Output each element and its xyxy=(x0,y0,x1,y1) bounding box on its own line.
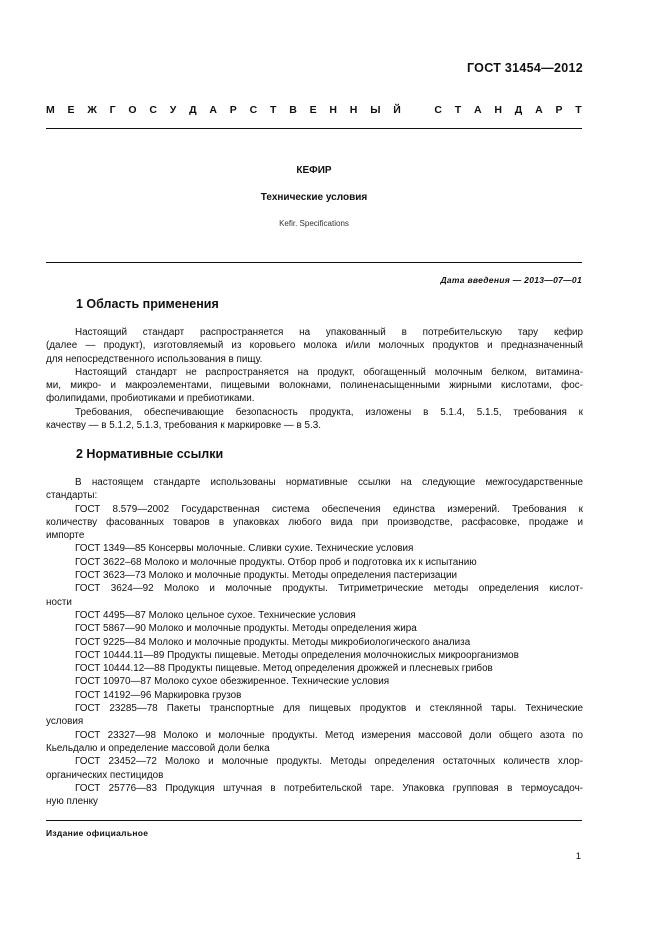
banner-letter: Е xyxy=(309,104,317,116)
text-line: фолипидами, пробиотиками и пребиотиками. xyxy=(46,393,255,405)
banner-letter: Е xyxy=(67,104,75,116)
text-line: для непосредственного использования в пищу. xyxy=(46,353,263,365)
banner-letter: Т xyxy=(454,104,462,116)
banner-letter: М xyxy=(46,104,55,116)
text-line: Настоящий стандарт не распространяется на продукт, обогащенный молочным белком, витамина- xyxy=(75,366,583,378)
text-line: (далее — продукт), изготовляемый из коровьего молока и/или молочных продуктов и предназначенный xyxy=(46,340,583,352)
banner-letter xyxy=(414,104,422,116)
text-line: стандарты: xyxy=(46,490,98,502)
section-1-body xyxy=(46,326,583,432)
interstate-standard-banner xyxy=(46,104,582,116)
text-line: Настоящий стандарт распространяется на упакованный в потребительскую тару кефир xyxy=(75,327,583,338)
reference-item: ГОСТ 14192—96 Маркировка грузов xyxy=(75,689,242,701)
reference-item: ГОСТ 10444.12—88 Продукты пищевые. Метод определения дрожжей и плесневых грибов xyxy=(75,663,493,675)
official-edition-label: Издание официальное xyxy=(46,828,149,838)
page-number: 1 xyxy=(575,851,581,862)
reference-item: ГОСТ 4495—87 Молоко цельное сухое. Технические условия xyxy=(75,609,356,621)
banner-letter: В xyxy=(289,104,297,116)
text-line: условия xyxy=(46,716,84,728)
reference-item: ГОСТ 8.579—2002 Государственная система обеспечения единства измерений. Требования к xyxy=(75,503,583,515)
text-line: органических пестицидов xyxy=(46,769,164,781)
text-line: ми, микро- и макроэлементами, пищевыми волокнами, полиненасыщенными жирными кислотами, фос- xyxy=(46,380,583,392)
text-line: Требования, обеспечивающие безопасность продукта, изложены в 5.1.4, 5.1.5, требования к xyxy=(75,406,583,418)
document-title: КЕФИР xyxy=(296,165,332,176)
text-line: количеству фасованных товаров в упаковках любого вида при производстве, расфасовке, продаже и xyxy=(46,516,583,528)
title-divider xyxy=(46,262,582,263)
footer-divider xyxy=(46,820,582,821)
reference-item: ГОСТ 3623—73 Молоко и молочные продукты. Методы определения пастеризации xyxy=(75,570,458,582)
section-2-body xyxy=(46,476,583,808)
reference-item: ГОСТ 23285—78 Пакеты транспортные для пищевых продуктов и стеклянной тары. Технические xyxy=(75,703,583,715)
banner-letter: Г xyxy=(109,104,116,116)
banner-letter: А xyxy=(209,104,217,116)
banner-letter: Й xyxy=(393,104,401,116)
banner-letter: С xyxy=(249,104,258,116)
text-line: качеству — в 5.1.2, 5.1.3, требования к маркировке — в 5.3. xyxy=(46,420,322,432)
banner-letter: У xyxy=(169,104,177,116)
banner-letter: Д xyxy=(189,104,197,116)
section-2-heading: 2 Нормативные ссылки xyxy=(76,447,224,461)
text-line: В настоящем стандарте использованы нормативные ссылки на следующие межгосударственные xyxy=(75,477,583,488)
document-subtitle: Технические условия xyxy=(260,192,368,203)
top-divider xyxy=(46,128,582,129)
reference-item: ГОСТ 3624—92 Молоко и молочные продукты. Титриметрические методы определения кислот- xyxy=(75,583,583,595)
banner-letter: Р xyxy=(229,104,237,116)
reference-item: ГОСТ 25776—83 Продукция штучная в потребительской таре. Упаковка групповая в термоусадоч- xyxy=(75,782,583,794)
reference-item: ГОСТ 10970—87 Молоко сухое обезжиренное. Технические условия xyxy=(75,676,390,688)
introduction-date: Дата введения — 2013—07—01 xyxy=(440,275,582,285)
banner-letter: С xyxy=(434,104,442,116)
section-1-heading: 1 Область применения xyxy=(76,297,219,311)
banner-letter: Н xyxy=(329,104,337,116)
banner-letter: Т xyxy=(575,104,582,116)
banner-letter: Т xyxy=(269,104,277,116)
reference-item: ГОСТ 3622–68 Молоко и молочные продукты. Отбор проб и подготовка их к испытанию xyxy=(75,556,477,568)
banner-letter: Ы xyxy=(370,104,381,116)
text-line: ности xyxy=(46,596,72,608)
reference-item: ГОСТ 1349—85 Консервы молочные. Сливки сухие. Технические условия xyxy=(75,543,414,555)
banner-letter: Н xyxy=(349,104,358,116)
banner-letter: Р xyxy=(555,104,563,116)
reference-item: ГОСТ 23452—72 Молоко и молочные продукты. Методы определения остаточных количеств хлор- xyxy=(75,756,583,768)
banner-letter: С xyxy=(149,104,157,116)
banner-letter: А xyxy=(535,104,543,116)
reference-item: ГОСТ 5867—90 Молоко и молочные продукты. Методы определения жира xyxy=(75,623,417,635)
banner-letter: Н xyxy=(494,104,502,116)
standard-code: ГОСТ 31454—2012 xyxy=(466,61,583,75)
reference-item: ГОСТ 23327—98 Молоко и молочные продукты. Метод измерения массовой доли общего азота по xyxy=(75,729,583,741)
text-line: импорте xyxy=(46,530,85,542)
reference-item: ГОСТ 9225—84 Молоко и молочные продукты. Методы микробиологического анализа xyxy=(75,636,471,648)
banner-letter: О xyxy=(128,104,137,116)
text-line: ную пленку xyxy=(46,796,98,808)
english-title: Kefir. Specifications xyxy=(279,219,349,228)
reference-item: ГОСТ 10444.11—89 Продукты пищевые. Методы определения молочнокислых микроорганизмов xyxy=(75,649,519,661)
banner-letter: Д xyxy=(514,104,523,116)
text-line: Кьельдалю и определение массовой доли белка xyxy=(46,742,270,754)
banner-letter: А xyxy=(474,104,482,116)
banner-letter: Ж xyxy=(87,104,97,116)
